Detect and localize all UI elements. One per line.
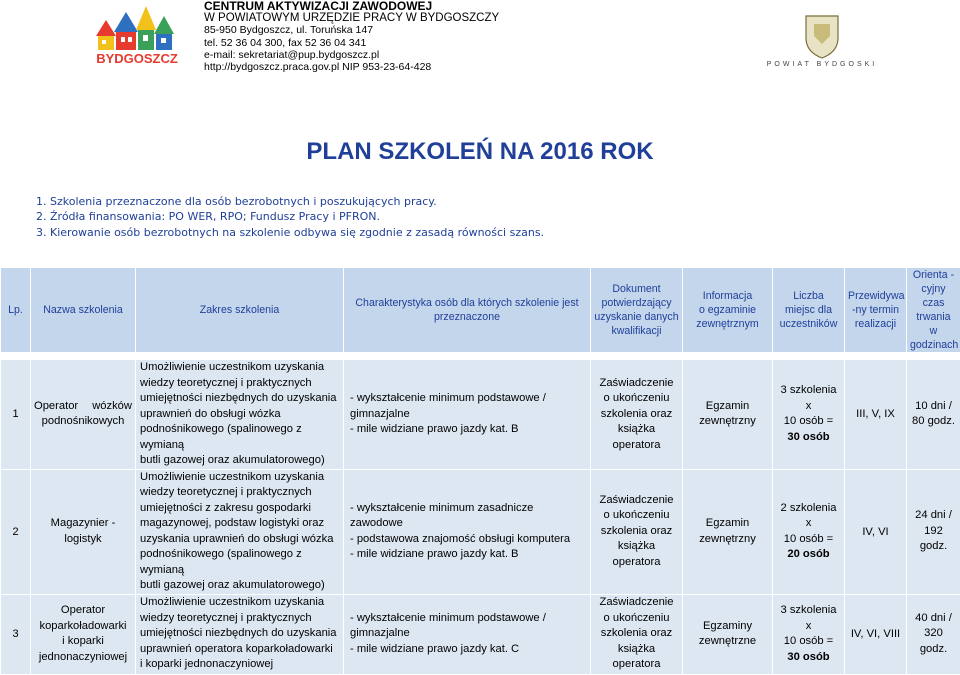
header-informacja: Informacja o egzaminie zewnętrznym bbox=[683, 268, 773, 353]
org-email: e-mail: sekretariat@pup.bydgoszcz.pl bbox=[204, 49, 499, 61]
table-header-row bbox=[1, 268, 960, 353]
cell-czas: 24 dni / 192 godz. bbox=[907, 469, 960, 594]
logo-caption: POWIAT BYDGOSKI bbox=[767, 61, 877, 68]
powiat-bydgoski-logo bbox=[762, 12, 882, 68]
cell-lp: 3 bbox=[1, 594, 31, 674]
cell-nazwa: Operator wózków podnośnikowych bbox=[31, 360, 136, 470]
cell-liczba: 3 szkolenia x 10 osób = 30 osób bbox=[773, 360, 845, 470]
training-plan-table bbox=[0, 267, 960, 675]
cell-zakres: Umożliwienie uczestnikom uzyskania wiedzy teoretycznej i praktycznych umiejętności niezbędnych do uzyskania uprawnień do obsługi wózka podnośnikowego (spalinowego z wymianą butli gazowej oraz akumulatorowego) bbox=[136, 360, 344, 470]
cell-termin: IV, VI, VIII bbox=[845, 594, 907, 674]
header-liczba: Liczba miejsc dla uczestników bbox=[773, 268, 845, 353]
note-item: 3. Kierowanie osób bezrobotnych na szkolenie odbywa się zgodnie z zasadą równości szans. bbox=[36, 225, 544, 240]
cell-nazwa: Operator koparkoładowarki i koparki jednonaczyniowej bbox=[31, 594, 136, 674]
cell-dokument: Zaświadczenie o ukończeniu szkolenia oraz książka operatora bbox=[591, 360, 683, 470]
cell-dokument: Zaświadczenie o ukończeniu szkolenia oraz książka operatora bbox=[591, 469, 683, 594]
cell-lp: 2 bbox=[1, 469, 31, 594]
org-phone: tel. 52 36 04 300, fax 52 36 04 341 bbox=[204, 37, 499, 49]
org-subtitle: W POWIATOWYM URZĘDZIE PRACY W BYDGOSZCZY bbox=[204, 12, 499, 24]
note-item: 1. Szkolenia przeznaczone dla osób bezrobotnych i poszukujących pracy. bbox=[36, 194, 544, 209]
cell-charakterystyka: - wykształcenie minimum podstawowe / gimnazjalne - mile widziane prawo jazdy kat. B bbox=[344, 360, 591, 470]
bydgoszcz-logo bbox=[82, 2, 192, 66]
cell-dokument: Zaświadczenie o ukończeniu szkolenia oraz książka operatora bbox=[591, 594, 683, 674]
cell-termin: IV, VI bbox=[845, 469, 907, 594]
cell-czas: 10 dni / 80 godz. bbox=[907, 360, 960, 470]
logo-text: BYDGOSZCZ bbox=[96, 51, 178, 66]
cell-lp: 1 bbox=[1, 360, 31, 470]
notes-list bbox=[36, 194, 544, 240]
header-dokument: Dokument potwierdzający uzyskanie danych kwalifikacji bbox=[591, 268, 683, 353]
cell-liczba: 3 szkolenia x 10 osób = 30 osób bbox=[773, 594, 845, 674]
table-row bbox=[1, 360, 960, 470]
header-czas: Orienta - cyjny czas trwania w godzinach bbox=[907, 268, 960, 353]
note-item: 2. Źródła finansowania: PO WER, RPO; Fundusz Pracy i PFRON. bbox=[36, 209, 544, 224]
cell-liczba: 2 szkolenia x 10 osób = 20 osób bbox=[773, 469, 845, 594]
cell-zakres: Umożliwienie uczestnikom uzyskania wiedzy teoretycznej i praktycznych umiejętności niezbędnych do uzyskania uprawnień operatora koparkoładowarki i koparki jednonaczyniowej bbox=[136, 594, 344, 674]
page-title: PLAN SZKOLEŃ NA 2016 ROK bbox=[0, 138, 960, 166]
organization-header bbox=[204, 0, 499, 73]
org-address: 85-950 Bydgoszcz, ul. Toruńska 147 bbox=[204, 24, 499, 36]
cell-egzamin: Egzamin zewnętrzny bbox=[683, 360, 773, 470]
header-zakres: Zakres szkolenia bbox=[136, 268, 344, 353]
org-web: http://bydgoszcz.praca.gov.pl NIP 953-23-64-428 bbox=[204, 61, 499, 73]
org-name: CENTRUM AKTYWIZACJI ZAWODOWEJ bbox=[204, 0, 499, 12]
table-row bbox=[1, 594, 960, 674]
cell-egzamin: Egzamin zewnętrzny bbox=[683, 469, 773, 594]
cell-nazwa: Magazynier - logistyk bbox=[31, 469, 136, 594]
cell-egzamin: Egzaminy zewnętrzne bbox=[683, 594, 773, 674]
header-termin: Przewidywa -ny termin realizacji bbox=[845, 268, 907, 353]
header-nazwa: Nazwa szkolenia bbox=[31, 268, 136, 353]
cell-czas: 40 dni / 320 godz. bbox=[907, 594, 960, 674]
cell-termin: III, V, IX bbox=[845, 360, 907, 470]
cell-charakterystyka: - wykształcenie minimum podstawowe / gimnazjalne - mile widziane prawo jazdy kat. C bbox=[344, 594, 591, 674]
cell-zakres: Umożliwienie uczestnikom uzyskania wiedzy teoretycznej i praktycznych umiejętności z zakresu gospodarki magazynowej, podstaw logistyki oraz uzyskania uprawnień do obsługi wózka podnośnikowego (spalinowego z wymianą butli gazowej oraz akumulatorowego) bbox=[136, 469, 344, 594]
header-charakterystyka: Charakterystyka osób dla których szkolenie jest przeznaczone bbox=[344, 268, 591, 353]
table-row bbox=[1, 469, 960, 594]
header-lp: Lp. bbox=[1, 268, 31, 353]
cell-charakterystyka: - wykształcenie minimum zasadnicze zawodowe - podstawowa znajomość obsługi komputera - mile widziane prawo jazdy kat. B bbox=[344, 469, 591, 594]
